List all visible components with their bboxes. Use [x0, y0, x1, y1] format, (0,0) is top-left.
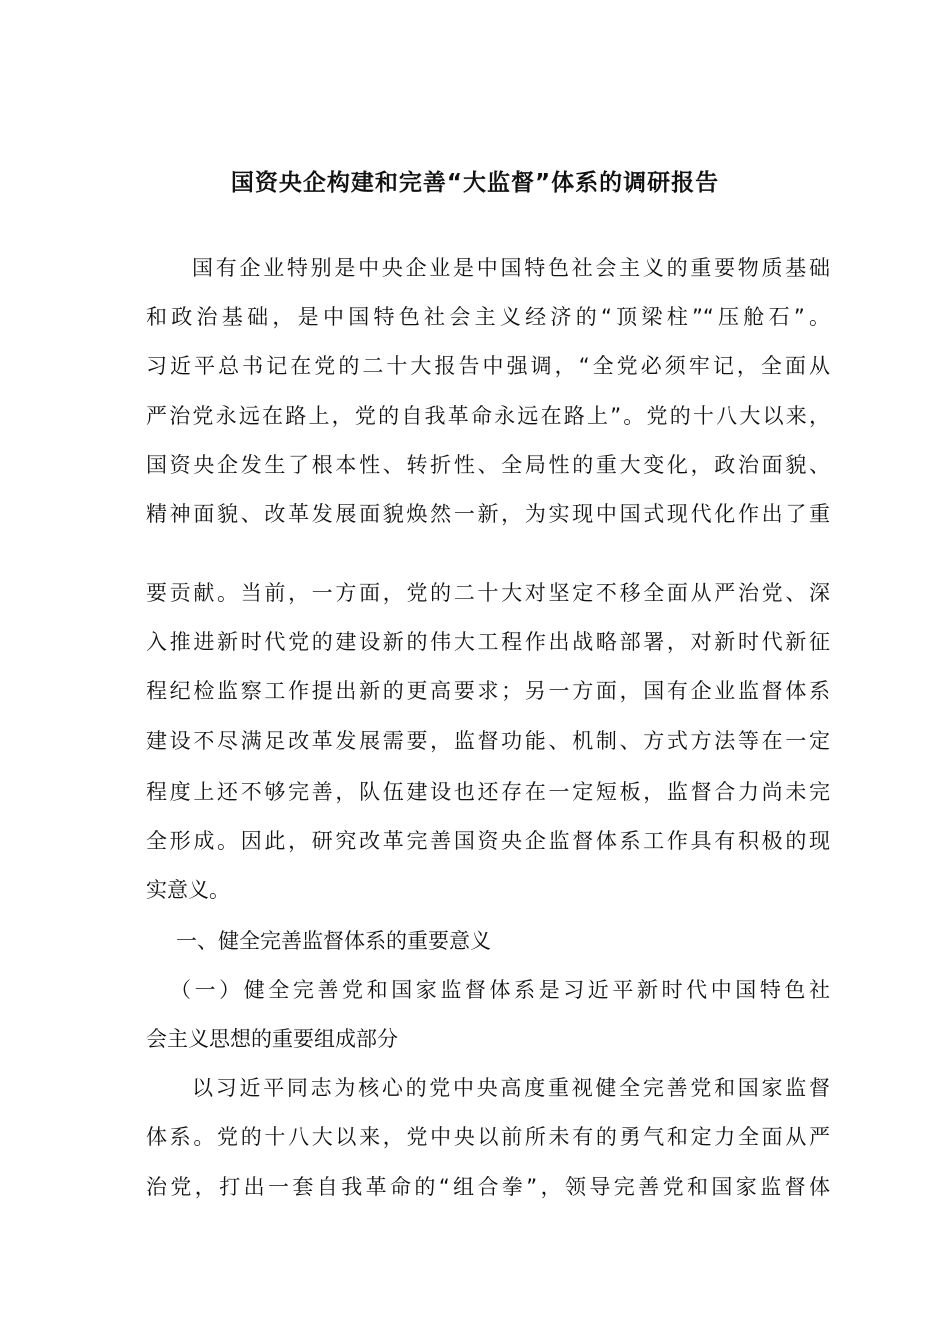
- paragraph-line: 程纪检监察工作提出新的更高要求；另一方面，国有企业监督体系: [146, 679, 830, 703]
- paragraph-line: 精神面貌、改革发展面貌焕然一新，为实现中国式现代化作出了重: [146, 502, 830, 526]
- paragraph-line: 和政治基础，是中国特色社会主义经济的“顶梁柱”“压舱石”。: [146, 305, 830, 329]
- paragraph-line: 全形成。因此，研究改革完善国资央企监督体系工作具有积极的现: [146, 829, 830, 853]
- subsection-heading: 会主义思想的重要组成部分: [146, 1027, 398, 1051]
- paragraph-line: 入推进新时代党的建设新的伟大工程作出战略部署，对新时代新征: [146, 630, 830, 654]
- paragraph-line: 治党，打出一套自我革命的“组合拳”，领导完善党和国家监督体: [146, 1175, 830, 1199]
- paragraph-line: 要贡献。当前，一方面，党的二十大对坚定不移全面从严治党、深: [146, 581, 830, 605]
- paragraph-line: 以习近平同志为核心的党中央高度重视健全完善党和国家监督: [192, 1076, 830, 1100]
- paragraph-line: 建设不尽满足改革发展需要，监督功能、机制、方式方法等在一定: [146, 729, 830, 753]
- document-title: 国资央企构建和完善“大监督”体系的调研报告: [230, 170, 720, 196]
- paragraph-line: 程度上还不够完善，队伍建设也还存在一定短板，监督合力尚未完: [146, 780, 830, 804]
- paragraph-line: 国有企业特别是中央企业是中国特色社会主义的重要物质基础: [192, 256, 830, 280]
- paragraph-line: 实意义。: [146, 878, 230, 902]
- paragraph-line: 习近平总书记在党的二十大报告中强调，“全党必须牢记，全面从: [146, 354, 830, 378]
- section-heading: 一、健全完善监督体系的重要意义: [176, 929, 491, 953]
- paragraph-line: 体系。党的十八大以来，党中央以前所未有的勇气和定力全面从严: [146, 1125, 830, 1149]
- subsection-heading: （一）健全完善党和国家监督体系是习近平新时代中国特色社: [170, 978, 830, 1002]
- paragraph-line: 国资央企发生了根本性、转折性、全局性的重大变化，政治面貌、: [146, 453, 830, 477]
- paragraph-line: 严治党永远在路上，党的自我革命永远在路上”。党的十八大以来，: [146, 404, 830, 428]
